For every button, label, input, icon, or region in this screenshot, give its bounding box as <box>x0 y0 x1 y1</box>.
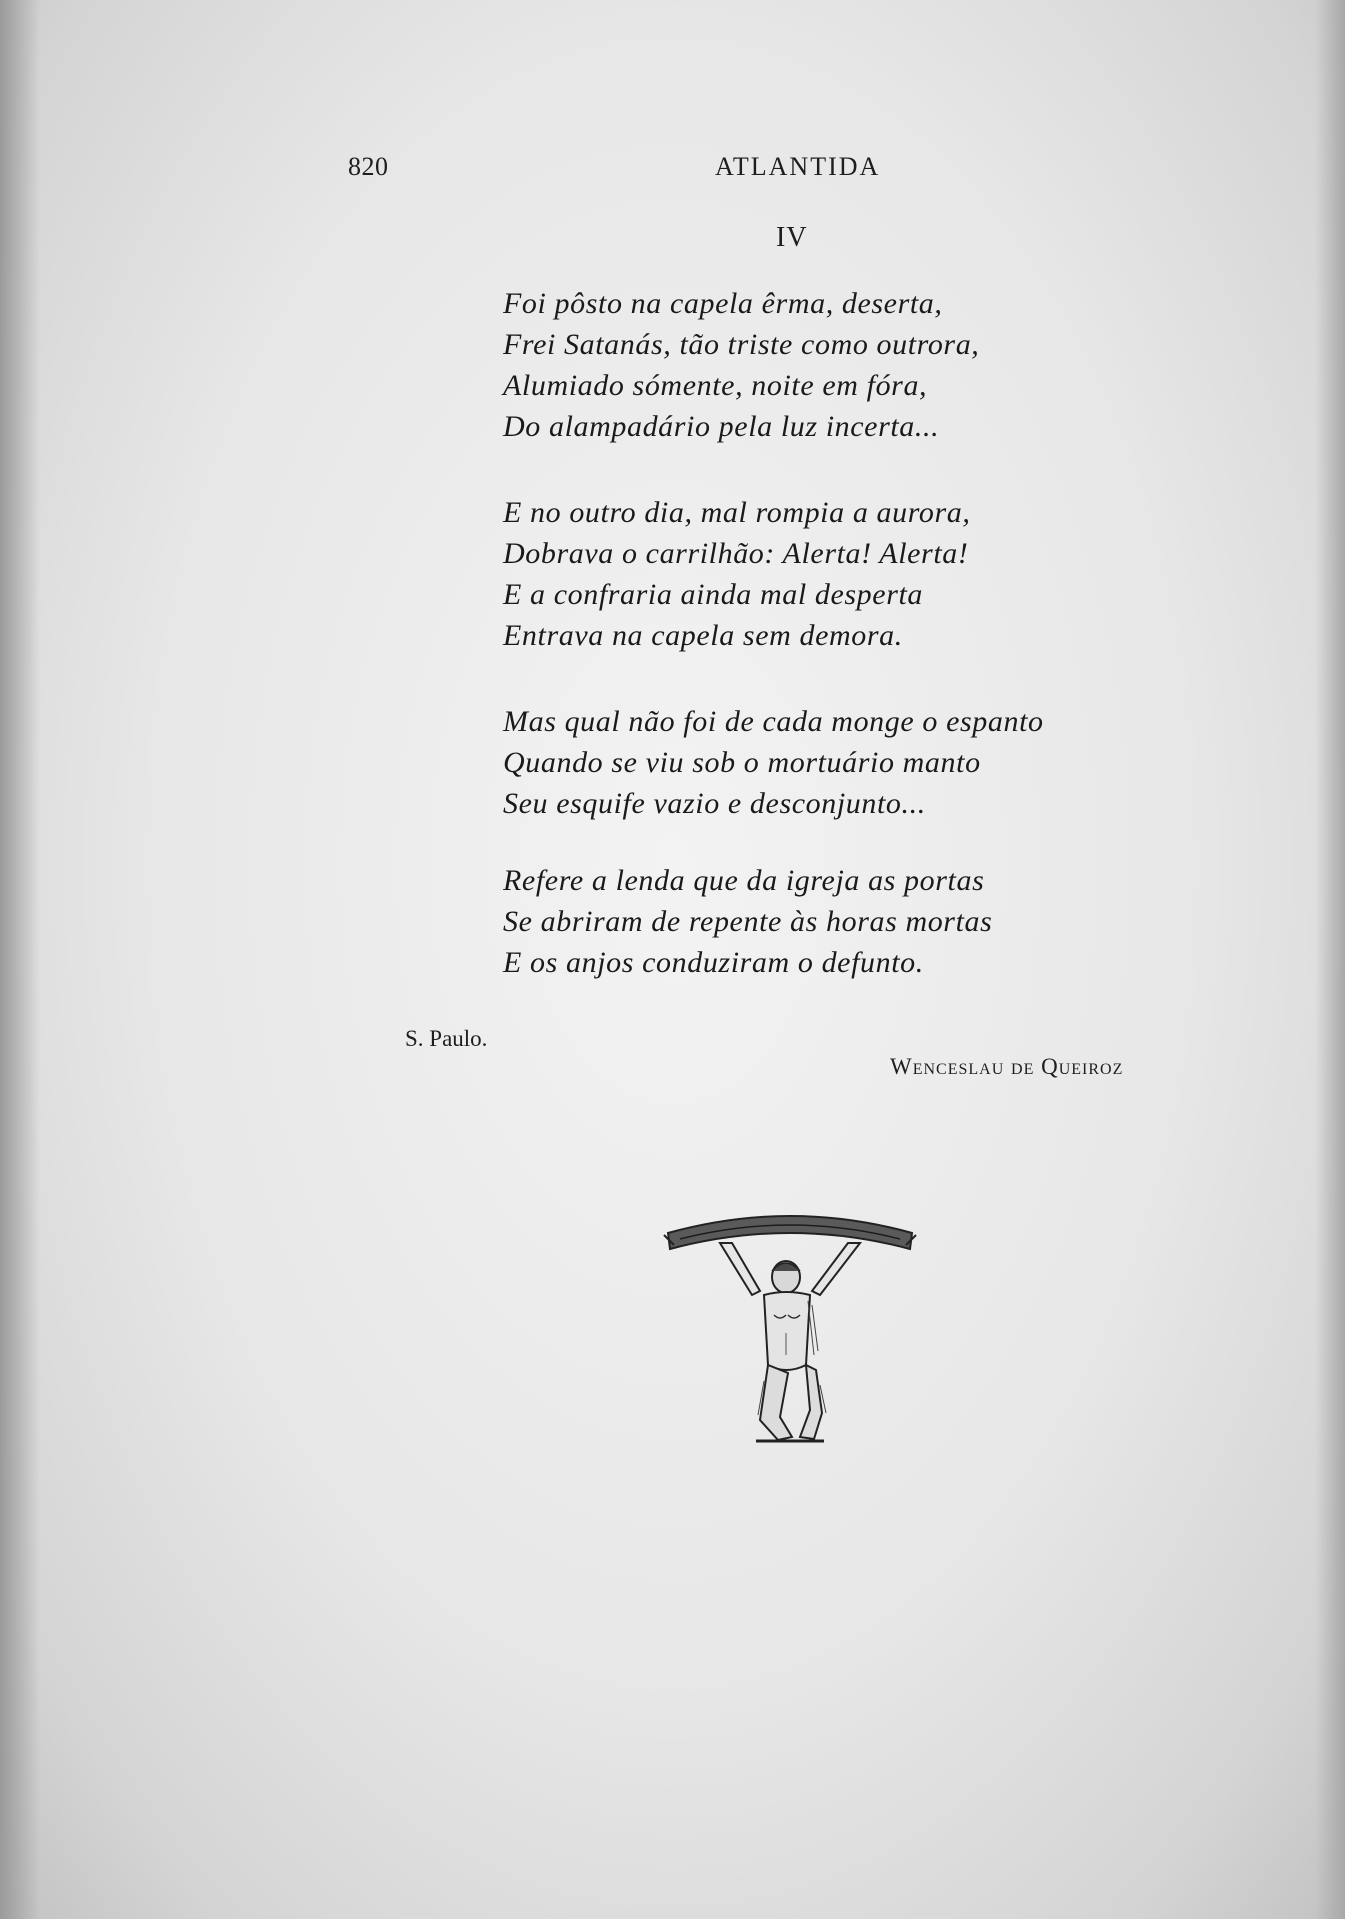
verse-line: Dobrava o carrilhão: Alerta! Alerta! <box>503 537 969 570</box>
verse-line: Alumiado sómente, noite em fóra, <box>503 369 928 402</box>
verse-line: Refere a lenda que da igreja as portas <box>503 864 985 897</box>
signature-author: Wenceslau de Queiroz <box>890 1054 1124 1079</box>
verse-line: Foi pôsto na capela êrma, deserta, <box>503 287 943 320</box>
section-numeral: IV <box>776 222 808 253</box>
verse-line: Seu esquife vazio e desconjunto... <box>503 787 926 820</box>
page-shadow-left <box>0 0 40 1919</box>
stanza-4 <box>503 860 1143 983</box>
running-title: ATLANTIDA <box>715 152 881 181</box>
page-number: 820 <box>348 152 389 181</box>
verse-line: Do alampadário pela luz incerta... <box>503 410 940 443</box>
verse-line: E a confraria ainda mal desperta <box>503 578 924 611</box>
atlas-figure-icon <box>660 1205 920 1460</box>
verse-line: Mas qual não foi de cada monge o espanto <box>503 705 1044 738</box>
verse-line: Entrava na capela sem demora. <box>503 619 903 652</box>
stanza-2 <box>503 492 1143 656</box>
verse-line: E no outro dia, mal rompia a aurora, <box>503 496 971 529</box>
verse-line: Se abriram de repente às horas mortas <box>503 905 993 938</box>
stanza-1 <box>503 283 1143 447</box>
stanza-3 <box>503 701 1143 824</box>
verse-line: Quando se viu sob o mortuário manto <box>503 746 981 779</box>
signature-place: S. Paulo. <box>405 1026 488 1051</box>
poem <box>503 283 1143 1019</box>
verse-line: E os anjos conduziram o defunto. <box>503 946 924 979</box>
page-header <box>0 152 1345 192</box>
verse-line: Frei Satanás, tão triste como outrora, <box>503 328 980 361</box>
page-shadow-right <box>1315 0 1345 1919</box>
